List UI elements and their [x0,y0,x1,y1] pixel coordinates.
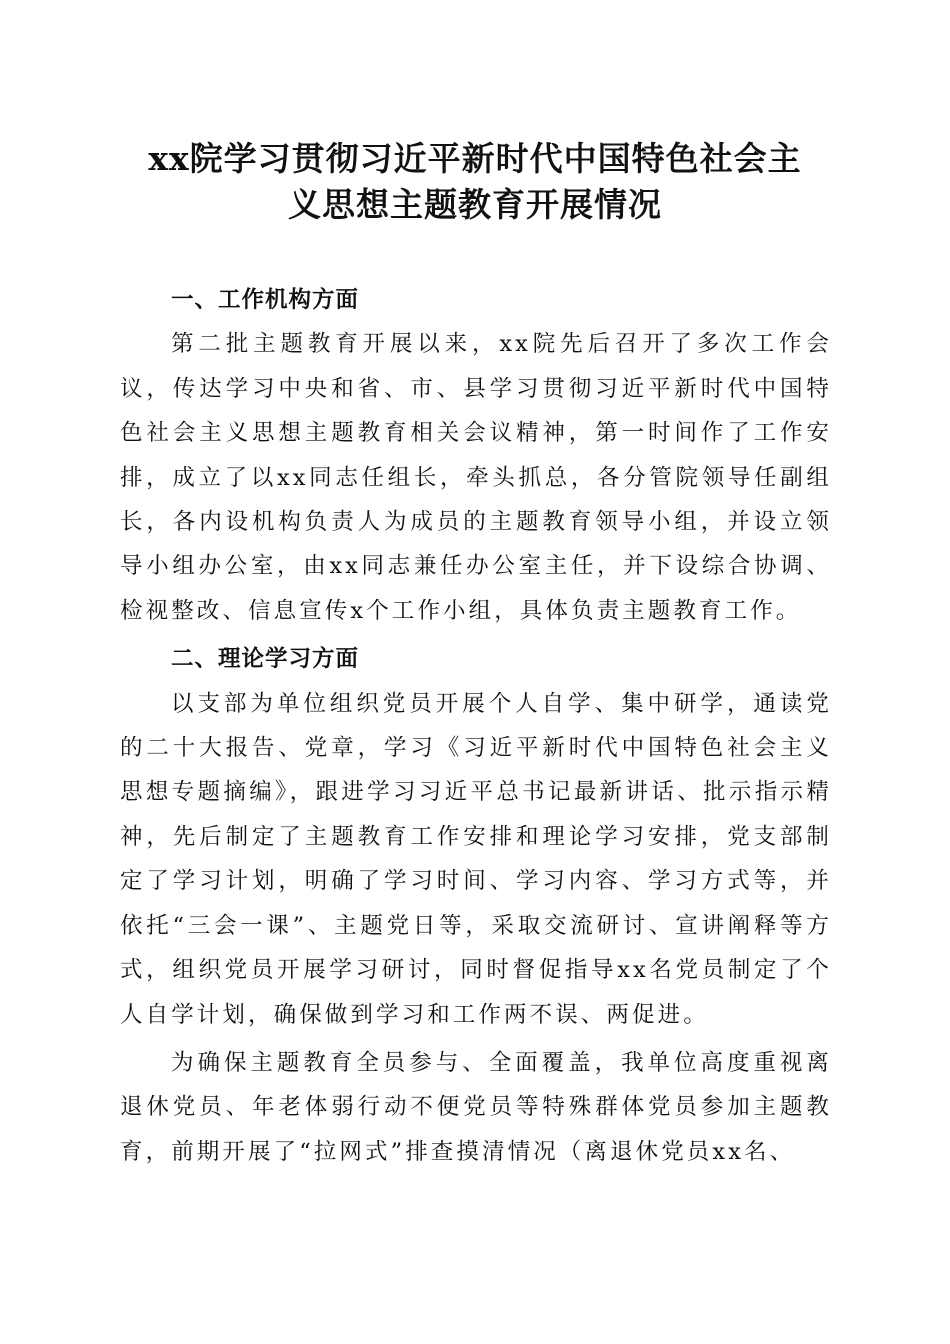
title-line-1: xx院学习贯彻习近平新时代中国特色社会主 [148,139,802,178]
paragraph-work-structure: 第二批主题教育开展以来，xx院先后召开了多次工作会议，传达学习中央和省、市、县学习贯彻习近平新时代中国特色社会主义思想主题教育相关会议精神，第一时间作了工作安排，成立了以xx同志任组长，牵头抓总，各分管院领导任副组长，各内设机构负责人为成员的主题教育领导小组，并设立领导小组办公室，由xx同志兼任办公室主任，并下设综合协调、检视整改、信息宣传x个工作小组，具体负责主题教育工作。 [120,331,832,624]
paragraph-theory-study: 以支部为单位组织党员开展个人自学、集中研学，通读党的二十大报告、党章，学习《习近平新时代中国特色社会主义思想专题摘编》，跟进学习习近平总书记最新讲话、批示指示精神，先后制定了主题教育工作安排和理论学习安排，党支部制定了学习计划，明确了学习时间、学习内容、学习方式等，并依托“三会一课”、主题党日等，采取交流研讨、宣讲阐释等方式，组织党员开展学习研讨，同时督促指导xx名党员制定了个人自学计划，确保做到学习和工作两不误、两促进。 [120,690,832,1028]
section-heading-theory-study: 二、理论学习方面 [171,646,360,673]
title-line-2: 义思想主题教育开展情况 [288,185,662,224]
document-body [120,278,832,1174]
paragraph-full-coverage: 为确保主题教育全员参与、全面覆盖，我单位高度重视离退休党员、年老体弱行动不便党员等特殊群体党员参加主题教育，前期开展了“拉网式”排查摸清情况（离退休党员xx名、 [120,1049,832,1165]
section-heading-work-structure: 一、工作机构方面 [171,287,360,313]
document-title [110,136,840,228]
